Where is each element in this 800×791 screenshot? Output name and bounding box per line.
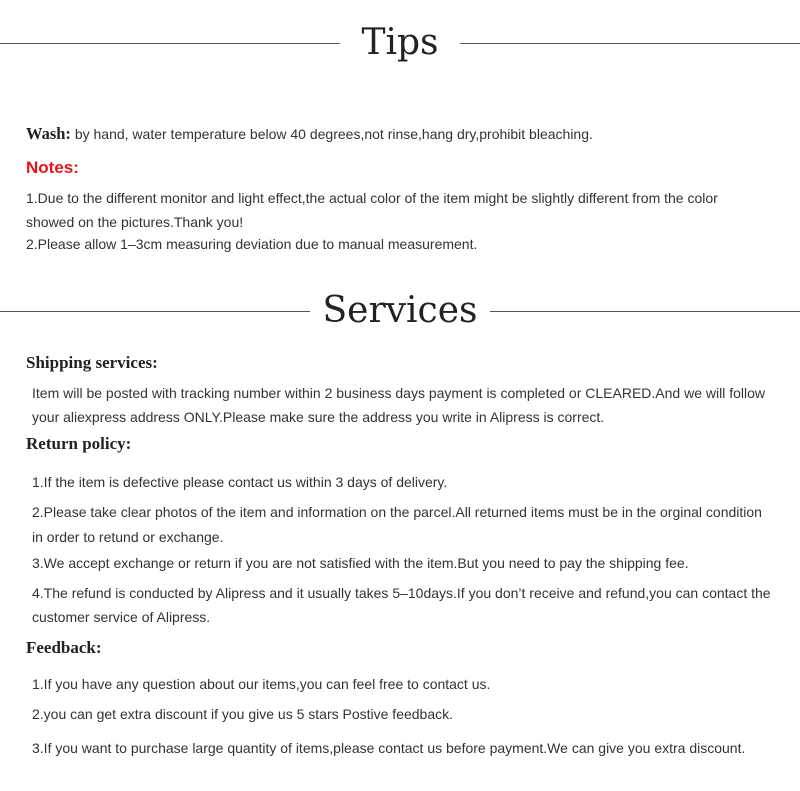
services-left-divider — [0, 311, 310, 312]
tips-left-divider — [0, 43, 340, 44]
return-policy-label: Return policy: — [26, 434, 132, 453]
return-item-2-line-2: in order to retund or exchange. — [32, 529, 224, 545]
services-right-divider — [490, 311, 800, 312]
note-1-line-1: 1.Due to the different monitor and light effect,the actual color of the item might be slightly different from the color — [26, 190, 718, 206]
return-item-3: 3.We accept exchange or return if you are not satisfied with the item.But you need to pay the shipping fee. — [32, 555, 689, 571]
shipping-services-label: Shipping services: — [26, 353, 158, 372]
return-item-1: 1.If the item is defective please contact us within 3 days of delivery. — [32, 474, 448, 490]
return-item-4-line-1: 4.The refund is conducted by Alipress and it usually takes 5–10days.If you don’t receive and refund,you can contact the — [32, 585, 771, 601]
shipping-line-2: your aliexpress address ONLY.Please make sure the address you write in Alipress is correct. — [32, 409, 605, 425]
note-2: 2.Please allow 1–3cm measuring deviation due to manual measurement. — [26, 236, 478, 252]
shipping-line-1: Item will be posted with tracking number within 2 business days payment is completed or CLEARED.And we will follow — [32, 385, 765, 401]
services-title: Services — [322, 290, 478, 331]
return-item-4-line-2: customer service of Alipress. — [32, 609, 211, 625]
feedback-item-1: 1.If you have any question about our items,you can feel free to contact us. — [32, 676, 491, 692]
feedback-label: Feedback: — [26, 638, 102, 657]
feedback-item-3: 3.If you want to purchase large quantity of items,please contact us before payment.We can give you extra discount. — [32, 740, 746, 756]
tips-heading-row — [0, 20, 800, 70]
note-1-line-2: showed on the pictures.Thank you! — [26, 214, 244, 230]
services-heading-row — [0, 288, 800, 338]
wash-text: by hand, water temperature below 40 degrees,not rinse,hang dry,prohibit bleaching. — [70, 126, 593, 142]
notes-label: Notes: — [26, 158, 79, 177]
tips-right-divider — [460, 43, 800, 44]
tips-title: Tips — [361, 22, 439, 63]
feedback-item-2: 2.you can get extra discount if you give us 5 stars Postive feedback. — [32, 706, 454, 722]
return-item-2-line-1: 2.Please take clear photos of the item and information on the parcel.All returned items must be in the orginal condition — [32, 504, 762, 520]
wash-label: Wash: — [26, 124, 71, 143]
wash-instruction — [26, 124, 593, 144]
